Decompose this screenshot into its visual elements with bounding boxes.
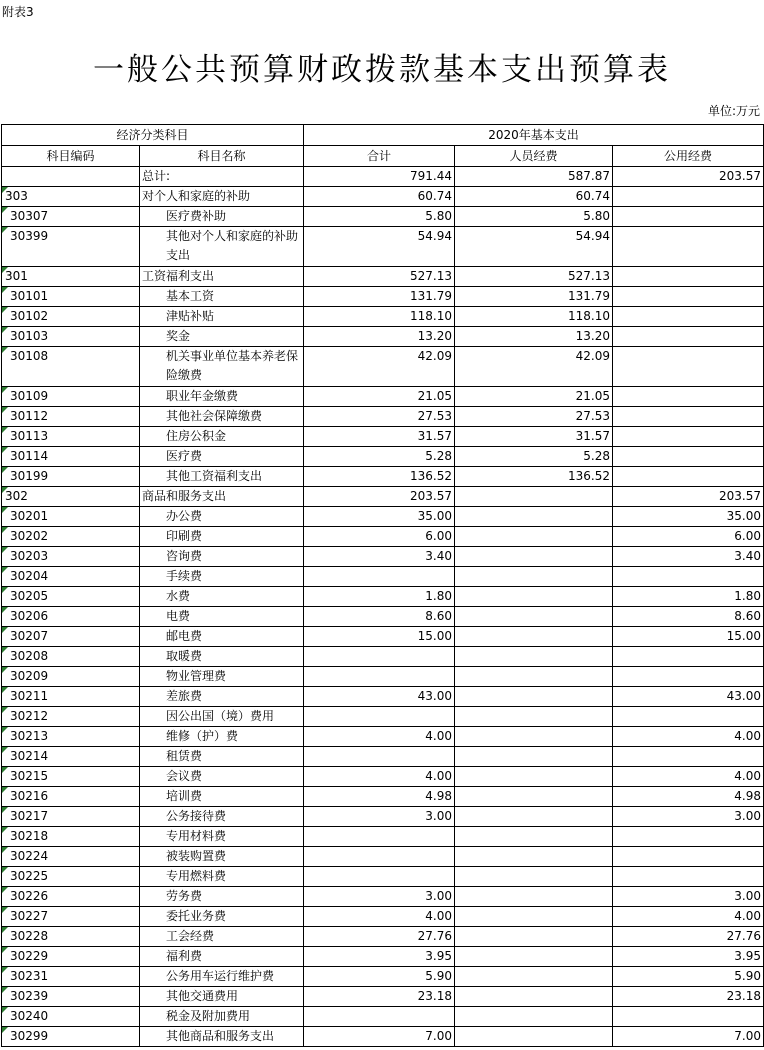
row-personnel: 527.13: [455, 267, 613, 287]
row-total: [304, 707, 455, 727]
table-row: [2, 827, 764, 847]
row-name: 福利费: [140, 947, 304, 967]
row-code: 30307: [2, 207, 140, 227]
row-code: 30216: [2, 787, 140, 807]
row-name: 委托业务费: [140, 907, 304, 927]
total-code-cell: [2, 167, 140, 187]
row-public: [613, 467, 764, 487]
row-total: 31.57: [304, 427, 455, 447]
row-total: [304, 827, 455, 847]
row-personnel: [455, 1007, 613, 1027]
row-personnel: [455, 627, 613, 647]
row-personnel: [455, 1027, 613, 1047]
header-econ-category: 经济分类科目: [2, 125, 304, 146]
row-public: [613, 1007, 764, 1027]
row-public: [613, 867, 764, 887]
table-row: [2, 267, 764, 287]
row-public: [613, 647, 764, 667]
row-code: 30226: [2, 887, 140, 907]
row-total: [304, 667, 455, 687]
header-year-expense: 2020年基本支出: [304, 125, 764, 146]
row-personnel: [455, 647, 613, 667]
row-code: 30204: [2, 567, 140, 587]
table-row: [2, 767, 764, 787]
row-public: 3.95: [613, 947, 764, 967]
total-label: 总计:: [140, 167, 304, 187]
row-name: 医疗费: [140, 447, 304, 467]
row-total: 60.74: [304, 187, 455, 207]
row-public: [613, 387, 764, 407]
row-personnel: [455, 607, 613, 627]
row-name: 会议费: [140, 767, 304, 787]
row-name: 手续费: [140, 567, 304, 587]
row-code: 30229: [2, 947, 140, 967]
table-row: [2, 467, 764, 487]
row-public: 3.40: [613, 547, 764, 567]
row-name: 咨询费: [140, 547, 304, 567]
table-row: [2, 887, 764, 907]
row-personnel: [455, 947, 613, 967]
row-total: [304, 647, 455, 667]
row-code: 302: [2, 487, 140, 507]
table-row: [2, 347, 764, 387]
row-public: [613, 207, 764, 227]
table-row: [2, 207, 764, 227]
row-name: 因公出国（境）费用: [140, 707, 304, 727]
row-total: 3.00: [304, 807, 455, 827]
row-total: 3.00: [304, 887, 455, 907]
row-code: 30299: [2, 1027, 140, 1047]
row-total: 5.80: [304, 207, 455, 227]
row-code: 30211: [2, 687, 140, 707]
row-name: 办公费: [140, 507, 304, 527]
row-code: 30240: [2, 1007, 140, 1027]
row-name: 邮电费: [140, 627, 304, 647]
row-personnel: [455, 967, 613, 987]
row-code: 30199: [2, 467, 140, 487]
row-personnel: 21.05: [455, 387, 613, 407]
row-public: [613, 447, 764, 467]
row-name: 其他交通费用: [140, 987, 304, 1007]
row-personnel: [455, 847, 613, 867]
row-personnel: [455, 907, 613, 927]
row-personnel: 5.28: [455, 447, 613, 467]
table-row: [2, 627, 764, 647]
unit-label: 单位:万元: [707, 104, 760, 118]
row-code: 30399: [2, 227, 140, 267]
row-name: 劳务费: [140, 887, 304, 907]
row-code: 30203: [2, 547, 140, 567]
row-public: 23.18: [613, 987, 764, 1007]
row-public: [613, 847, 764, 867]
row-code: 30215: [2, 767, 140, 787]
table-row: [2, 747, 764, 767]
row-personnel: [455, 727, 613, 747]
row-total: 35.00: [304, 507, 455, 527]
table-row: [2, 707, 764, 727]
row-name: 其他对个人和家庭的补助支出: [140, 227, 304, 267]
row-name: 租赁费: [140, 747, 304, 767]
row-personnel: [455, 707, 613, 727]
row-personnel: [455, 747, 613, 767]
row-name: 电费: [140, 607, 304, 627]
row-personnel: [455, 887, 613, 907]
row-public: 6.00: [613, 527, 764, 547]
row-public: [613, 267, 764, 287]
row-code: 30225: [2, 867, 140, 887]
row-personnel: 5.80: [455, 207, 613, 227]
row-total: 27.76: [304, 927, 455, 947]
table-row: [2, 927, 764, 947]
row-code: 30217: [2, 807, 140, 827]
row-total: 27.53: [304, 407, 455, 427]
header-code: 科目编码: [2, 146, 140, 167]
row-total: 4.98: [304, 787, 455, 807]
row-public: [613, 667, 764, 687]
row-name: 工会经费: [140, 927, 304, 947]
row-code: 30206: [2, 607, 140, 627]
row-code: 30224: [2, 847, 140, 867]
table-row: [2, 447, 764, 467]
row-personnel: 42.09: [455, 347, 613, 387]
table-row: [2, 967, 764, 987]
row-total: [304, 1007, 455, 1027]
row-name: 津贴补贴: [140, 307, 304, 327]
table-row: [2, 487, 764, 507]
row-code: 30231: [2, 967, 140, 987]
row-personnel: [455, 487, 613, 507]
row-total: 15.00: [304, 627, 455, 647]
header-personnel: 人员经费: [455, 146, 613, 167]
row-public: 5.90: [613, 967, 764, 987]
row-code: 30207: [2, 627, 140, 647]
table-row: [2, 807, 764, 827]
row-public: 15.00: [613, 627, 764, 647]
row-name: 公务用车运行维护费: [140, 967, 304, 987]
row-code: 301: [2, 267, 140, 287]
row-total: 3.95: [304, 947, 455, 967]
row-personnel: [455, 567, 613, 587]
row-code: 30209: [2, 667, 140, 687]
row-code: 30113: [2, 427, 140, 447]
row-public: [613, 567, 764, 587]
row-total: [304, 867, 455, 887]
row-personnel: [455, 827, 613, 847]
row-public: [613, 347, 764, 387]
row-name: 被装购置费: [140, 847, 304, 867]
row-total: 42.09: [304, 347, 455, 387]
row-code: 30101: [2, 287, 140, 307]
row-public: 4.00: [613, 907, 764, 927]
row-code: 30214: [2, 747, 140, 767]
row-total: 203.57: [304, 487, 455, 507]
row-name: 专用燃料费: [140, 867, 304, 887]
row-name: 基本工资: [140, 287, 304, 307]
row-personnel: [455, 867, 613, 887]
row-code: 30208: [2, 647, 140, 667]
row-code: 30212: [2, 707, 140, 727]
row-personnel: 131.79: [455, 287, 613, 307]
header-row-2: [2, 146, 764, 167]
row-total: 54.94: [304, 227, 455, 267]
row-public: [613, 287, 764, 307]
row-personnel: 13.20: [455, 327, 613, 347]
row-name: 其他工资福利支出: [140, 467, 304, 487]
row-personnel: 118.10: [455, 307, 613, 327]
row-code: 30108: [2, 347, 140, 387]
row-code: 30213: [2, 727, 140, 747]
table-row: [2, 287, 764, 307]
row-code: 30114: [2, 447, 140, 467]
row-public: 4.00: [613, 767, 764, 787]
header-row-1: [2, 125, 764, 146]
row-name: 其他商品和服务支出: [140, 1027, 304, 1047]
row-public: [613, 827, 764, 847]
table-row: [2, 547, 764, 567]
header-name: 科目名称: [140, 146, 304, 167]
row-name: 水费: [140, 587, 304, 607]
row-name: 取暖费: [140, 647, 304, 667]
table-row: [2, 527, 764, 547]
row-personnel: [455, 687, 613, 707]
row-name: 物业管理费: [140, 667, 304, 687]
table-row: [2, 227, 764, 267]
table-row: [2, 567, 764, 587]
row-public: 4.00: [613, 727, 764, 747]
row-name: 商品和服务支出: [140, 487, 304, 507]
table-row: [2, 307, 764, 327]
page-title: 一般公共预算财政拨款基本支出预算表: [93, 52, 671, 88]
header-public: 公用经费: [613, 146, 764, 167]
row-name: 机关事业单位基本养老保险缴费: [140, 347, 304, 387]
row-total: 527.13: [304, 267, 455, 287]
table-row: [2, 907, 764, 927]
table-row: [2, 787, 764, 807]
row-name: 对个人和家庭的补助: [140, 187, 304, 207]
row-total: 5.28: [304, 447, 455, 467]
table-row: [2, 687, 764, 707]
row-public: [613, 707, 764, 727]
row-public: [613, 427, 764, 447]
table-row: [2, 607, 764, 627]
total-personnel: 587.87: [455, 167, 613, 187]
row-name: 公务接待费: [140, 807, 304, 827]
row-total: 23.18: [304, 987, 455, 1007]
row-public: 3.00: [613, 887, 764, 907]
row-total: 136.52: [304, 467, 455, 487]
row-public: [613, 227, 764, 267]
total-amount: 791.44: [304, 167, 455, 187]
row-total: [304, 847, 455, 867]
row-total: 13.20: [304, 327, 455, 347]
row-personnel: [455, 587, 613, 607]
row-personnel: 60.74: [455, 187, 613, 207]
table-row: [2, 987, 764, 1007]
row-personnel: [455, 767, 613, 787]
table-row: [2, 727, 764, 747]
table-row: [2, 427, 764, 447]
row-personnel: 136.52: [455, 467, 613, 487]
row-public: 27.76: [613, 927, 764, 947]
row-total: 4.00: [304, 907, 455, 927]
table-row: [2, 327, 764, 347]
row-personnel: [455, 987, 613, 1007]
header-total: 合计: [304, 146, 455, 167]
row-personnel: [455, 527, 613, 547]
row-total: [304, 747, 455, 767]
row-public: 8.60: [613, 607, 764, 627]
row-name: 维修（护）费: [140, 727, 304, 747]
row-public: [613, 187, 764, 207]
row-public: 35.00: [613, 507, 764, 527]
total-row: [2, 167, 764, 187]
row-total: 7.00: [304, 1027, 455, 1047]
row-code: 30112: [2, 407, 140, 427]
row-personnel: [455, 927, 613, 947]
row-personnel: 54.94: [455, 227, 613, 267]
row-public: [613, 327, 764, 347]
row-name: 住房公积金: [140, 427, 304, 447]
row-total: 118.10: [304, 307, 455, 327]
row-public: 43.00: [613, 687, 764, 707]
row-personnel: [455, 807, 613, 827]
row-total: 1.80: [304, 587, 455, 607]
row-code: 30103: [2, 327, 140, 347]
row-total: 8.60: [304, 607, 455, 627]
row-personnel: 31.57: [455, 427, 613, 447]
row-code: 30218: [2, 827, 140, 847]
row-name: 差旅费: [140, 687, 304, 707]
row-name: 印刷费: [140, 527, 304, 547]
row-public: 7.00: [613, 1027, 764, 1047]
row-code: 30109: [2, 387, 140, 407]
table-row: [2, 387, 764, 407]
row-public: [613, 407, 764, 427]
row-public: [613, 307, 764, 327]
total-public: 203.57: [613, 167, 764, 187]
row-personnel: [455, 667, 613, 687]
row-name: 专用材料费: [140, 827, 304, 847]
row-personnel: 27.53: [455, 407, 613, 427]
row-personnel: [455, 547, 613, 567]
table-row: [2, 647, 764, 667]
row-name: 医疗费补助: [140, 207, 304, 227]
row-name: 工资福利支出: [140, 267, 304, 287]
row-total: 43.00: [304, 687, 455, 707]
row-total: [304, 567, 455, 587]
row-code: 30239: [2, 987, 140, 1007]
row-name: 培训费: [140, 787, 304, 807]
row-total: 131.79: [304, 287, 455, 307]
table-row: [2, 587, 764, 607]
table-row: [2, 1027, 764, 1047]
row-public: 203.57: [613, 487, 764, 507]
appendix-label: 附表3: [2, 5, 34, 19]
row-total: 4.00: [304, 767, 455, 787]
row-code: 30228: [2, 927, 140, 947]
row-code: 30202: [2, 527, 140, 547]
table-row: [2, 1007, 764, 1027]
row-name: 其他社会保障缴费: [140, 407, 304, 427]
row-name: 税金及附加费用: [140, 1007, 304, 1027]
row-total: 3.40: [304, 547, 455, 567]
row-public: [613, 747, 764, 767]
row-personnel: [455, 787, 613, 807]
row-name: 职业年金缴费: [140, 387, 304, 407]
row-personnel: [455, 507, 613, 527]
table-row: [2, 867, 764, 887]
row-public: 3.00: [613, 807, 764, 827]
row-code: 30205: [2, 587, 140, 607]
budget-table: [1, 124, 764, 1047]
row-total: 6.00: [304, 527, 455, 547]
row-total: 4.00: [304, 727, 455, 747]
row-total: 5.90: [304, 967, 455, 987]
row-code: 30102: [2, 307, 140, 327]
row-code: 303: [2, 187, 140, 207]
row-code: 30227: [2, 907, 140, 927]
table-row: [2, 947, 764, 967]
row-public: 4.98: [613, 787, 764, 807]
table-row: [2, 667, 764, 687]
row-name: 奖金: [140, 327, 304, 347]
table-row: [2, 507, 764, 527]
table-row: [2, 847, 764, 867]
row-public: 1.80: [613, 587, 764, 607]
table-row: [2, 187, 764, 207]
row-code: 30201: [2, 507, 140, 527]
row-total: 21.05: [304, 387, 455, 407]
table-row: [2, 407, 764, 427]
